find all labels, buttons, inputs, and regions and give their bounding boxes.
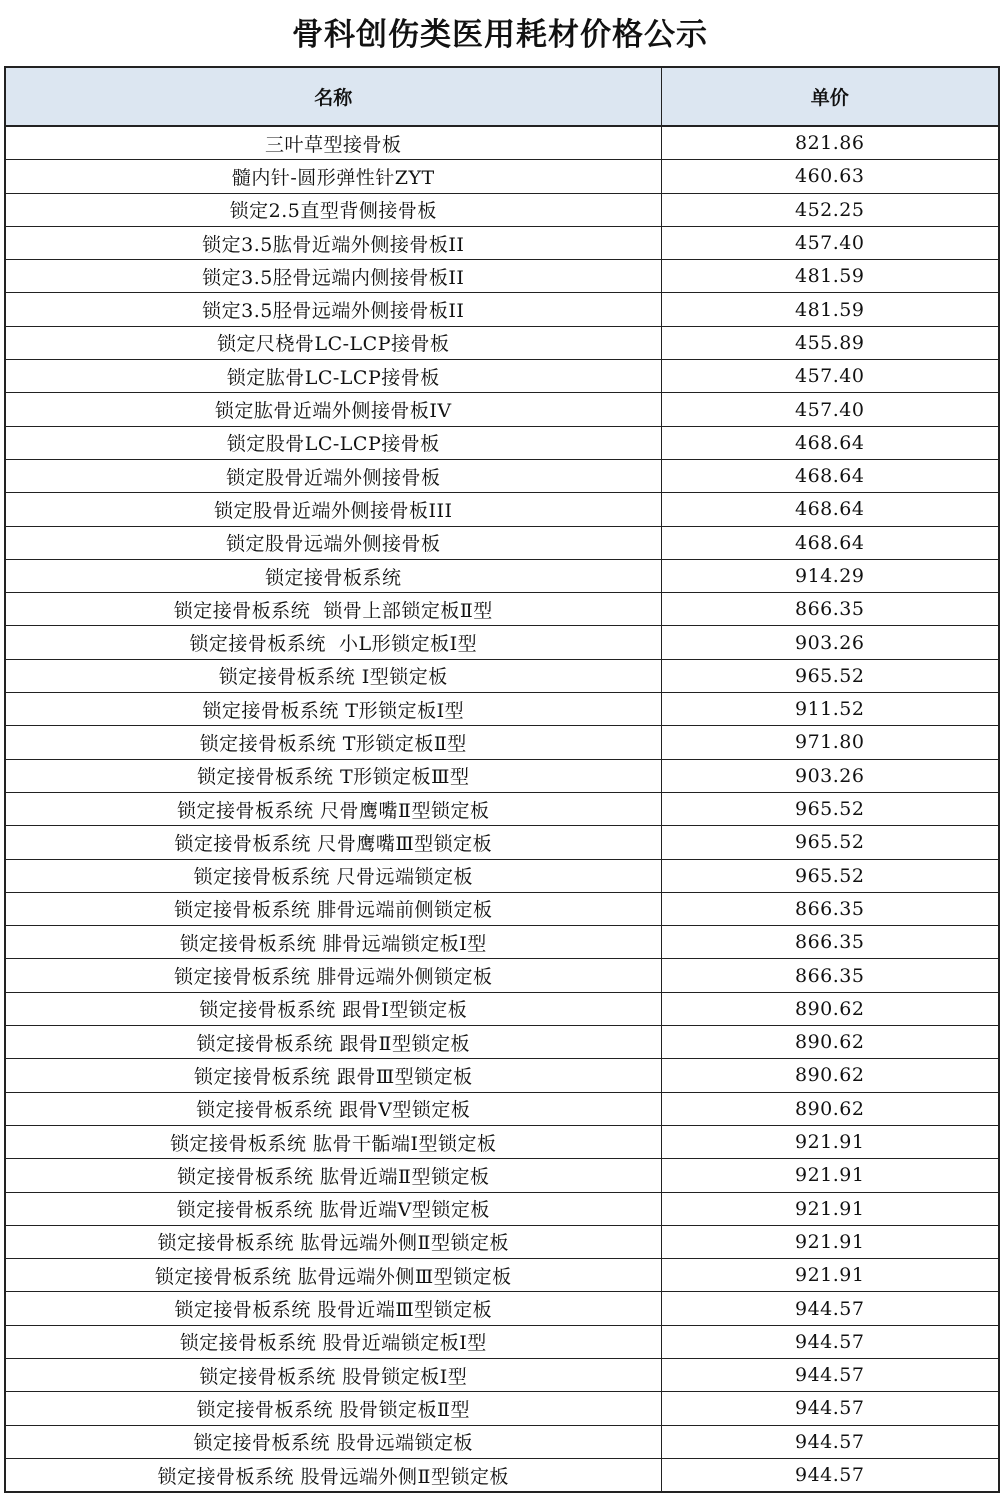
- table-row: [5, 1192, 999, 1225]
- item-name-cell: 锁定肱骨近端外侧接骨板IV: [5, 393, 661, 426]
- table-row: [5, 659, 999, 692]
- table-row: [5, 792, 999, 825]
- table-row: [5, 1026, 999, 1059]
- item-name-cell: 锁定接骨板系统 Ⅰ型锁定板: [5, 659, 661, 692]
- item-name-cell: 锁定接骨板系统 腓骨远端外侧锁定板: [5, 959, 661, 992]
- item-price-cell: 452.25: [661, 193, 999, 226]
- table-row: [5, 926, 999, 959]
- item-price-cell: 455.89: [661, 326, 999, 359]
- item-price-cell: 866.35: [661, 593, 999, 626]
- table-row: [5, 726, 999, 759]
- table-row: [5, 293, 999, 326]
- table-row: [5, 593, 999, 626]
- item-name-cell: 锁定接骨板系统 T形锁定板Ⅱ型: [5, 726, 661, 759]
- item-price-cell: 457.40: [661, 226, 999, 259]
- item-price-cell: 890.62: [661, 1026, 999, 1059]
- item-price-cell: 911.52: [661, 693, 999, 726]
- item-name-cell: 锁定股骨远端外侧接骨板: [5, 526, 661, 559]
- item-name-cell: 锁定接骨板系统 股骨远端锁定板: [5, 1425, 661, 1458]
- item-name-cell: 锁定接骨板系统 肱骨近端Ⅴ型锁定板: [5, 1192, 661, 1225]
- item-name-cell: 锁定接骨板系统 小L形锁定板Ⅰ型: [5, 626, 661, 659]
- item-name-cell: 锁定接骨板系统 锁骨上部锁定板Ⅱ型: [5, 593, 661, 626]
- table-row: [5, 859, 999, 892]
- item-name-cell: 锁定接骨板系统 跟骨Ⅲ型锁定板: [5, 1059, 661, 1092]
- table-row: [5, 1159, 999, 1192]
- table-row: [5, 260, 999, 293]
- item-name-cell: 三叶草型接骨板: [5, 126, 661, 160]
- item-name-cell: 锁定接骨板系统 股骨远端外侧Ⅱ型锁定板: [5, 1458, 661, 1492]
- table-row: [5, 393, 999, 426]
- item-name-cell: 锁定接骨板系统 T形锁定板Ⅰ型: [5, 693, 661, 726]
- item-name-cell: 锁定接骨板系统 股骨近端锁定板Ⅰ型: [5, 1325, 661, 1358]
- item-price-cell: 481.59: [661, 260, 999, 293]
- item-name-cell: 锁定接骨板系统 股骨锁定板Ⅰ型: [5, 1358, 661, 1391]
- item-name-cell: 锁定2.5直型背侧接骨板: [5, 193, 661, 226]
- item-price-cell: 890.62: [661, 1059, 999, 1092]
- table-row: [5, 1225, 999, 1258]
- table-row: [5, 1059, 999, 1092]
- column-header-name: 名称: [5, 67, 661, 126]
- item-price-cell: 468.64: [661, 493, 999, 526]
- item-name-cell: 锁定接骨板系统 尺骨鹰嘴Ⅲ型锁定板: [5, 826, 661, 859]
- table-row: [5, 1259, 999, 1292]
- item-name-cell: 髓内针-圆形弹性针ZYT: [5, 160, 661, 193]
- table-row: [5, 759, 999, 792]
- item-price-cell: 914.29: [661, 559, 999, 592]
- table-row: [5, 160, 999, 193]
- item-price-cell: 921.91: [661, 1125, 999, 1158]
- item-name-cell: 锁定肱骨LC-LCP接骨板: [5, 360, 661, 393]
- item-price-cell: 944.57: [661, 1392, 999, 1425]
- item-price-cell: 903.26: [661, 759, 999, 792]
- item-name-cell: 锁定接骨板系统 跟骨Ⅴ型锁定板: [5, 1092, 661, 1125]
- item-price-cell: 965.52: [661, 826, 999, 859]
- item-price-cell: 460.63: [661, 160, 999, 193]
- table-row: [5, 1358, 999, 1391]
- item-name-cell: 锁定3.5胫骨远端内侧接骨板II: [5, 260, 661, 293]
- item-name-cell: 锁定股骨近端外侧接骨板: [5, 459, 661, 492]
- table-row: [5, 1092, 999, 1125]
- table-row: [5, 959, 999, 992]
- item-price-cell: 944.57: [661, 1325, 999, 1358]
- item-price-cell: 965.52: [661, 859, 999, 892]
- column-header-price: 单价: [661, 67, 999, 126]
- table-row: [5, 693, 999, 726]
- item-name-cell: 锁定接骨板系统 跟骨Ⅱ型锁定板: [5, 1026, 661, 1059]
- item-price-cell: 903.26: [661, 626, 999, 659]
- item-price-cell: 890.62: [661, 1092, 999, 1125]
- table-row: [5, 1392, 999, 1425]
- item-price-cell: 965.52: [661, 659, 999, 692]
- table-row: [5, 892, 999, 925]
- item-name-cell: 锁定3.5肱骨近端外侧接骨板II: [5, 226, 661, 259]
- table-row: [5, 426, 999, 459]
- item-price-cell: 921.91: [661, 1225, 999, 1258]
- item-name-cell: 锁定接骨板系统 T形锁定板Ⅲ型: [5, 759, 661, 792]
- table-row: [5, 559, 999, 592]
- item-name-cell: 锁定接骨板系统 肱骨干骺端Ⅰ型锁定板: [5, 1125, 661, 1158]
- item-name-cell: 锁定接骨板系统 肱骨远端外侧Ⅲ型锁定板: [5, 1259, 661, 1292]
- item-name-cell: 锁定接骨板系统 尺骨远端锁定板: [5, 859, 661, 892]
- item-price-cell: 821.86: [661, 126, 999, 160]
- table-row: [5, 226, 999, 259]
- item-name-cell: 锁定股骨LC-LCP接骨板: [5, 426, 661, 459]
- item-price-cell: 866.35: [661, 959, 999, 992]
- item-price-cell: 866.35: [661, 926, 999, 959]
- item-price-cell: 944.57: [661, 1358, 999, 1391]
- item-name-cell: 锁定接骨板系统 跟骨Ⅰ型锁定板: [5, 992, 661, 1025]
- item-price-cell: 921.91: [661, 1159, 999, 1192]
- item-price-cell: 890.62: [661, 992, 999, 1025]
- table-row: [5, 193, 999, 226]
- item-name-cell: 锁定接骨板系统: [5, 559, 661, 592]
- table-row: [5, 1125, 999, 1158]
- item-price-cell: 457.40: [661, 360, 999, 393]
- item-name-cell: 锁定尺桡骨LC-LCP接骨板: [5, 326, 661, 359]
- item-name-cell: 锁定3.5胫骨远端外侧接骨板II: [5, 293, 661, 326]
- item-price-cell: 944.57: [661, 1292, 999, 1325]
- item-name-cell: 锁定接骨板系统 股骨近端Ⅲ型锁定板: [5, 1292, 661, 1325]
- item-price-cell: 866.35: [661, 892, 999, 925]
- table-row: [5, 1325, 999, 1358]
- item-price-cell: 944.57: [661, 1458, 999, 1492]
- item-price-cell: 944.57: [661, 1425, 999, 1458]
- item-price-cell: 468.64: [661, 526, 999, 559]
- price-table: [4, 66, 1000, 1493]
- item-name-cell: 锁定接骨板系统 腓骨远端前侧锁定板: [5, 892, 661, 925]
- item-price-cell: 921.91: [661, 1259, 999, 1292]
- item-name-cell: 锁定接骨板系统 尺骨鹰嘴Ⅱ型锁定板: [5, 792, 661, 825]
- table-row: [5, 326, 999, 359]
- table-row: [5, 126, 999, 160]
- table-body: [5, 126, 999, 1492]
- item-name-cell: 锁定接骨板系统 腓骨远端锁定板Ⅰ型: [5, 926, 661, 959]
- table-row: [5, 826, 999, 859]
- item-price-cell: 921.91: [661, 1192, 999, 1225]
- table-row: [5, 493, 999, 526]
- table-header-row: [5, 67, 999, 126]
- item-name-cell: 锁定接骨板系统 肱骨远端外侧Ⅱ型锁定板: [5, 1225, 661, 1258]
- table-row: [5, 360, 999, 393]
- item-price-cell: 468.64: [661, 426, 999, 459]
- item-price-cell: 457.40: [661, 393, 999, 426]
- table-row: [5, 1292, 999, 1325]
- item-price-cell: 971.80: [661, 726, 999, 759]
- item-name-cell: 锁定接骨板系统 股骨锁定板Ⅱ型: [5, 1392, 661, 1425]
- table-row: [5, 626, 999, 659]
- table-row: [5, 992, 999, 1025]
- table-row: [5, 1425, 999, 1458]
- table-row: [5, 459, 999, 492]
- table-row: [5, 1458, 999, 1492]
- item-price-cell: 468.64: [661, 459, 999, 492]
- item-price-cell: 481.59: [661, 293, 999, 326]
- page-title: 骨科创伤类医用耗材价格公示: [292, 17, 708, 53]
- item-name-cell: 锁定股骨近端外侧接骨板III: [5, 493, 661, 526]
- table-row: [5, 526, 999, 559]
- item-price-cell: 965.52: [661, 792, 999, 825]
- item-name-cell: 锁定接骨板系统 肱骨近端Ⅱ型锁定板: [5, 1159, 661, 1192]
